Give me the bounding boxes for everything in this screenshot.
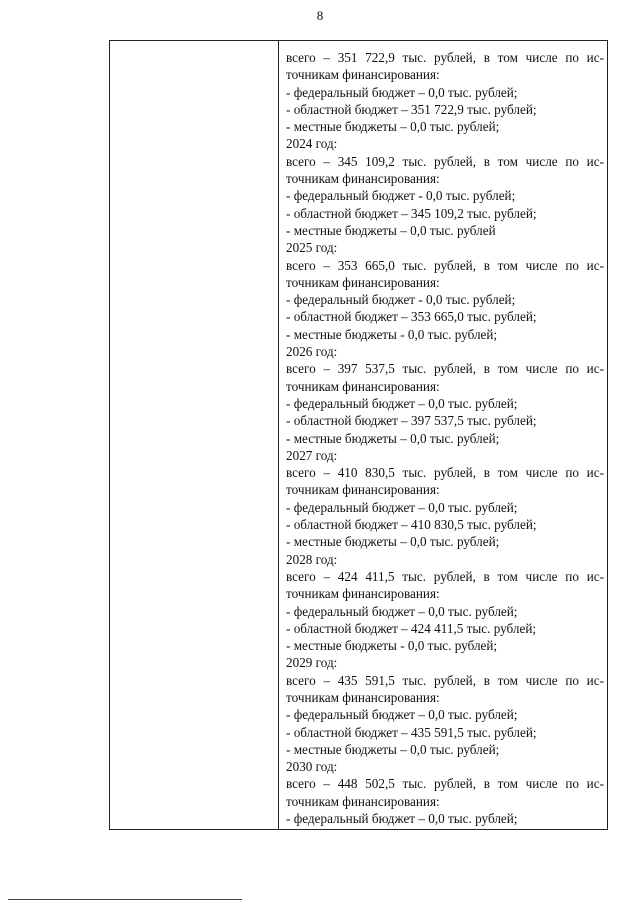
text-line: - местные бюджеты – 0,0 тыс. рублей; bbox=[286, 119, 500, 135]
text-line: - областной бюджет – 435 591,5 тыс. рублей; bbox=[286, 724, 537, 740]
text-line: точникам финансирования: bbox=[286, 378, 440, 394]
text-line: точникам финансирования: bbox=[286, 586, 440, 602]
text-line: - областной бюджет – 345 109,2 тыс. рублей; bbox=[286, 205, 537, 221]
text-line: - местные бюджеты - 0,0 тыс. рублей; bbox=[286, 326, 498, 342]
column-divider bbox=[278, 41, 279, 829]
text-line: 2026 год: bbox=[286, 344, 338, 360]
text-line: всего – 345 109,2 тыс. рублей, в том числе по ис- bbox=[286, 153, 604, 169]
text-line: - местные бюджеты – 0,0 тыс. рублей; bbox=[286, 534, 500, 550]
funding-details-cell bbox=[286, 49, 604, 827]
text-line: точникам финансирования: bbox=[286, 793, 440, 809]
text-line: 2029 год: bbox=[286, 655, 338, 671]
text-line: - федеральный бюджет - 0,0 тыс. рублей; bbox=[286, 188, 516, 204]
text-line: - местные бюджеты - 0,0 тыс. рублей; bbox=[286, 638, 498, 654]
text-line: всего – 351 722,9 тыс. рублей, в том числе по ис- bbox=[286, 50, 604, 65]
text-line: - областной бюджет – 424 411,5 тыс. рублей; bbox=[286, 620, 537, 636]
text-line: 2027 год: bbox=[286, 447, 338, 463]
text-line: всего – 424 411,5 тыс. рублей, в том числе по ис- bbox=[286, 568, 604, 584]
funding-table bbox=[109, 40, 608, 830]
text-line: - федеральный бюджет – 0,0 тыс. рублей; bbox=[286, 84, 518, 100]
text-line: - местные бюджеты – 0,0 тыс. рублей bbox=[286, 222, 496, 238]
text-line: всего – 435 591,5 тыс. рублей, в том числе по ис- bbox=[286, 672, 604, 688]
text-line: точникам финансирования: bbox=[286, 689, 440, 705]
text-line: точникам финансирования: bbox=[286, 67, 440, 83]
text-line: - местные бюджеты – 0,0 тыс. рублей; bbox=[286, 430, 500, 446]
text-line: всего – 410 830,5 тыс. рублей, в том числе по ис- bbox=[286, 465, 604, 481]
text-line: - федеральный бюджет – 0,0 тыс. рублей; bbox=[286, 811, 518, 827]
text-line: 2028 год: bbox=[286, 551, 338, 567]
text-line: точникам финансирования: bbox=[286, 482, 440, 498]
text-line: всего – 353 665,0 тыс. рублей, в том числе по ис- bbox=[286, 257, 604, 273]
text-line: - областной бюджет – 410 830,5 тыс. рублей; bbox=[286, 517, 537, 533]
text-line: 2025 год: bbox=[286, 240, 338, 256]
text-line: - федеральный бюджет – 0,0 тыс. рублей; bbox=[286, 395, 518, 411]
page-number: 8 bbox=[316, 8, 324, 23]
text-line: - местные бюджеты – 0,0 тыс. рублей; bbox=[286, 741, 500, 757]
text-line: точникам финансирования: bbox=[286, 171, 440, 187]
text-line: 2024 год: bbox=[286, 136, 338, 152]
text-line: точникам финансирования: bbox=[286, 274, 440, 290]
text-line: - федеральный бюджет – 0,0 тыс. рублей; bbox=[286, 707, 518, 723]
text-line: - областной бюджет – 353 665,0 тыс. рублей; bbox=[286, 309, 537, 325]
text-line: - федеральный бюджет – 0,0 тыс. рублей; bbox=[286, 499, 518, 515]
text-line: 2030 год: bbox=[286, 759, 338, 775]
text-line: всего – 397 537,5 тыс. рублей, в том числе по ис- bbox=[286, 361, 604, 377]
footer-rule bbox=[8, 899, 242, 900]
text-line: - федеральный бюджет - 0,0 тыс. рублей; bbox=[286, 292, 516, 308]
text-line: - федеральный бюджет – 0,0 тыс. рублей; bbox=[286, 603, 518, 619]
text-line: - областной бюджет – 397 537,5 тыс. рублей; bbox=[286, 413, 537, 429]
text-line: всего – 448 502,5 тыс. рублей, в том числе по ис- bbox=[286, 776, 604, 792]
text-line: - областной бюджет – 351 722,9 тыс. рублей; bbox=[286, 101, 537, 117]
